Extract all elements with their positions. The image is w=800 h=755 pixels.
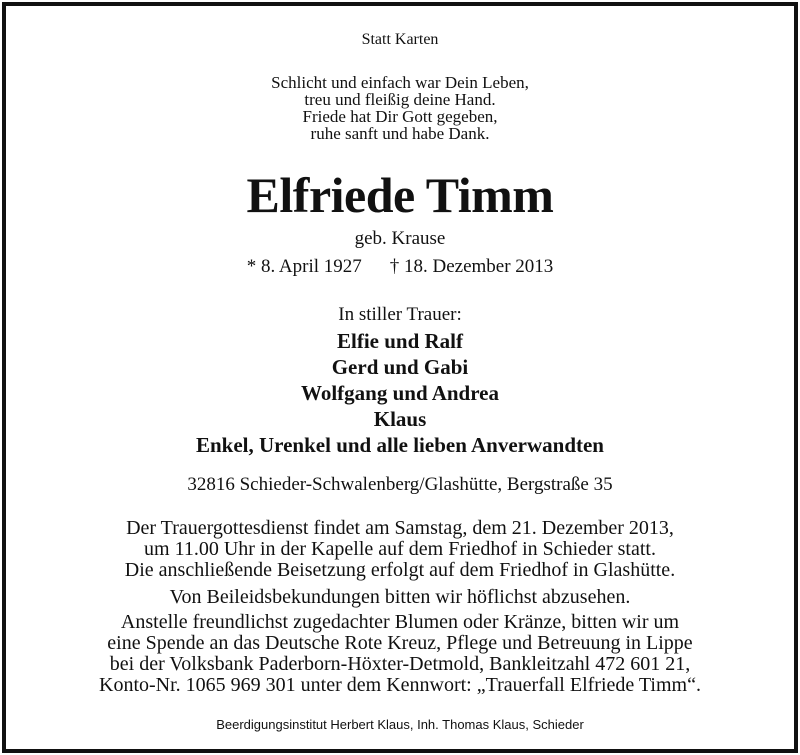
verse-line-2: treu und fleißig deine Hand.	[304, 90, 496, 109]
birth-date: * 8. April 1927	[246, 256, 362, 277]
mourner-name: Wolfgang und Andrea	[300, 381, 499, 405]
donation-line-2: eine Spende an das Deutsche Rote Kreuz, Pflege und Betreuung in Lippe	[107, 632, 693, 654]
service-line-3: Die anschließende Beisetzung erfolgt auf dem Friedhof in Glashütte.	[124, 559, 676, 581]
condolence-note: Von Beileidsbekundungen bitten wir höflichst abzusehen.	[169, 586, 631, 608]
verse-line-1: Schlicht und einfach war Dein Leben,	[271, 73, 529, 92]
family-address: 32816 Schieder-Schwalenberg/Glashütte, Bergstraße 35	[187, 474, 613, 495]
maiden-name: geb. Krause	[354, 228, 446, 249]
donation-line-3: bei der Volksbank Paderborn-Höxter-Detmold, Bankleitzahl 472 601 21,	[109, 653, 691, 675]
verse-line-4: ruhe sanft und habe Dank.	[310, 124, 490, 143]
verse-line-3: Friede hat Dir Gott gegeben,	[302, 107, 498, 126]
mourners-intro: In stiller Trauer:	[338, 304, 462, 325]
donation-line-1: Anstelle freundlichst zugedachter Blumen oder Kränze, bitten wir um	[120, 611, 680, 633]
obituary-notice	[2, 2, 798, 753]
mourner-name: Elfie und Ralf	[336, 329, 464, 353]
mourner-name: Enkel, Urenkel und alle lieben Anverwandten	[195, 433, 604, 457]
funeral-home-footer: Beerdigungsinstitut Herbert Klaus, Inh. Thomas Klaus, Schieder	[216, 717, 584, 732]
service-line-2: um 11.00 Uhr in der Kapelle auf dem Friedhof in Schieder statt.	[144, 538, 656, 560]
mourner-name: Gerd und Gabi	[331, 355, 469, 379]
donation-line-4: Konto-Nr. 1065 969 301 unter dem Kennwort: „Trauerfall Elfriede Timm“.	[99, 674, 701, 696]
service-line-1: Der Trauergottesdienst findet am Samstag, dem 21. Dezember 2013,	[126, 517, 674, 539]
statt-karten-label: Statt Karten	[361, 31, 439, 48]
mourner-name: Klaus	[373, 407, 427, 431]
deceased-name: Elfriede Timm	[246, 167, 554, 223]
death-date: † 18. Dezember 2013	[389, 256, 554, 277]
life-dates	[6, 256, 794, 278]
